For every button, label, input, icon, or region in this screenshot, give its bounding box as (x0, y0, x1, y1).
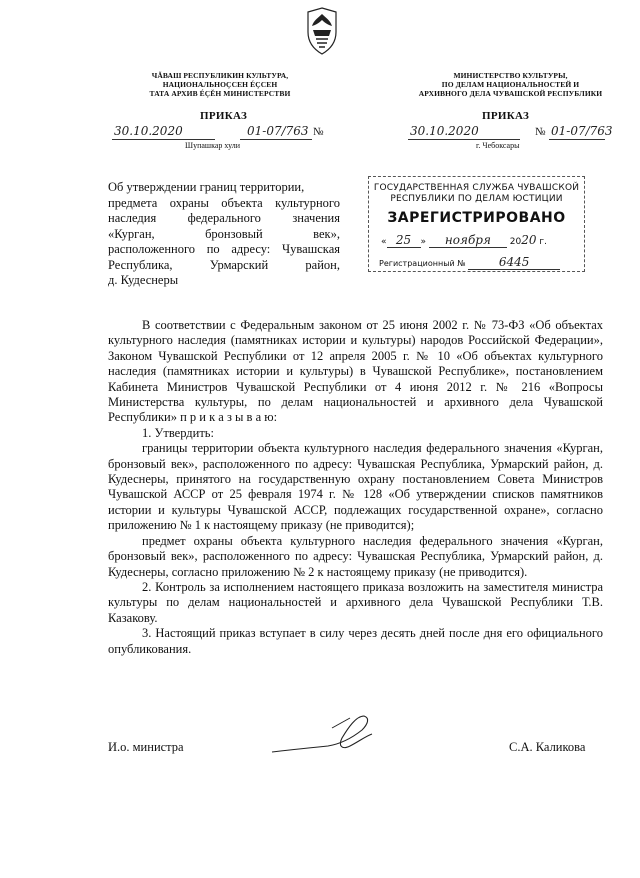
left-number-sign: № (313, 126, 324, 138)
right-order-date: 30.10.2020 (410, 124, 479, 138)
right-city: г. Чебоксары (476, 141, 520, 150)
stamp-reg-row (379, 255, 560, 270)
stamp-reg-label: Регистрационный № (379, 259, 466, 268)
signatory-position: И.о. министра (108, 740, 184, 754)
registration-stamp (368, 176, 585, 272)
stamp-authority (369, 183, 584, 205)
title-line: наследия федерального значения (108, 211, 340, 225)
ministry-header-chuvash (130, 71, 310, 98)
stamp-year-mark: г. (539, 237, 547, 247)
header-right-line-1: МИНИСТЕРСТВО КУЛЬТУРЫ, (453, 71, 568, 80)
left-number-underline (240, 139, 312, 140)
preamble-paragraph: В соответствии с Федеральным законом от 25 июня 2002 г. № 73-ФЗ «Об объектах культурного наследия (памятниках истории и культуры) народов Российской Федерации», Законом Чувашской Республики от 12 апреля 2005 г. № 10 «Об объектах культурного наследия (памятниках истории и культуры) в Чувашской Республике», постановлением Кабинета Министров Чувашской Республики от 4 июня 2012 г. № 216 «Вопросы Министерства культуры, по делам национальностей и архивного дела Чувашской Республики» п р и к а з ы в а ю: (108, 318, 603, 425)
header-right-line-2: ПО ДЕЛАМ НАЦИОНАЛЬНОСТЕЙ И (441, 80, 580, 89)
clause-3-effective: 3. Настоящий приказ вступает в силу через десять дней после дня его официального опубликования. (108, 626, 603, 656)
stamp-month: ноября (429, 233, 507, 248)
clause-1-protection-subject: предмет охраны объекта культурного наследия федерального значения «Курган, бронзовый век», расположенного по адресу: Чувашская Республика, Урмарский район, д. Кудеснеры, согласно приложению № 2 к настоящему приказу (не приводится). (108, 533, 603, 579)
title-line: Об утверждении границ территории, (108, 180, 305, 194)
header-left-line-1: ЧĂВАШ РЕСПУБЛИКИН КУЛЬТУРА, (151, 71, 289, 80)
ministry-header-russian (418, 71, 603, 98)
title-line: расположенного по адресу: Чувашская (108, 242, 340, 256)
right-number-sign: № (535, 126, 546, 138)
order-label-right: ПРИКАЗ (482, 110, 530, 122)
signatory-name: С.А. Каликова (509, 740, 586, 754)
clause-2-control: 2. Контроль за исполнением настоящего приказа возложить на заместителя министра культуры по делам национальностей и архивного дела Чувашской Республики Т.В. Казакову. (108, 579, 603, 625)
clause-1-boundaries: границы территории объекта культурного наследия федерального значения «Курган, бронзовый век», расположенного по адресу: Чувашская Республика, Урмарский район, д. Кудеснеры, принятого на государственную охрану постановлением Совета Министров Чувашской АССР от 25 февраля 1974 г. № 128 «Об утверждении списков памятников истории и культуры Чувашской АССР, подлежащих государственной охране», согласно приложению № 1 к настоящему приказу (не приводится); (108, 441, 603, 533)
title-line: «Курган, бронзовый век», (108, 226, 340, 241)
stamp-year-suffix: 20 (521, 233, 537, 247)
stamp-registered: ЗАРЕГИСТРИРОВАНО (387, 210, 566, 226)
left-order-number: 01-07/763 (247, 124, 309, 138)
title-line: предмета охраны объекта культурного (108, 195, 340, 210)
header-left-line-2: НАЦИОНАЛЬНОÇСЕН ÉÇСЕН (162, 80, 278, 89)
stamp-reg-number: 6445 (468, 255, 560, 270)
stamp-date-row: « 25 » ноября 2020 г. (381, 233, 547, 247)
header-right-line-3: АРХИВНОГО ДЕЛА ЧУВАШСКОЙ РЕСПУБЛИКИ (418, 89, 603, 98)
order-title (108, 180, 340, 289)
stamp-year-prefix: 20 (509, 237, 522, 247)
left-date-underline (112, 139, 215, 140)
right-number-underline (549, 139, 605, 140)
stamp-authority-line-2: РЕСПУБЛИКИ ПО ДЕЛАМ ЮСТИЦИИ (390, 194, 563, 204)
coat-of-arms-emblem (302, 6, 342, 56)
order-label-left: ПРИКАЗ (200, 110, 248, 122)
left-order-date: 30.10.2020 (114, 124, 183, 138)
handwritten-signature (268, 708, 378, 760)
title-line: Республика, Урмарский район, (108, 257, 340, 272)
stamp-authority-line-1: ГОСУДАРСТВЕННАЯ СЛУЖБА ЧУВАШСКОЙ (373, 183, 580, 193)
clause-1-heading: 1. Утвердить: (142, 425, 214, 440)
right-date-underline (408, 139, 520, 140)
left-city: Шупашкар хули (185, 141, 240, 150)
order-body (108, 318, 603, 657)
title-line: д. Кудеснеры (108, 273, 179, 287)
right-order-number: 01-07/763 (551, 124, 613, 138)
header-left-line-3: ТАТА АРХИВ ÉÇĔН МИНИСТЕРСТВИ (149, 89, 291, 98)
stamp-day: 25 (387, 233, 421, 248)
